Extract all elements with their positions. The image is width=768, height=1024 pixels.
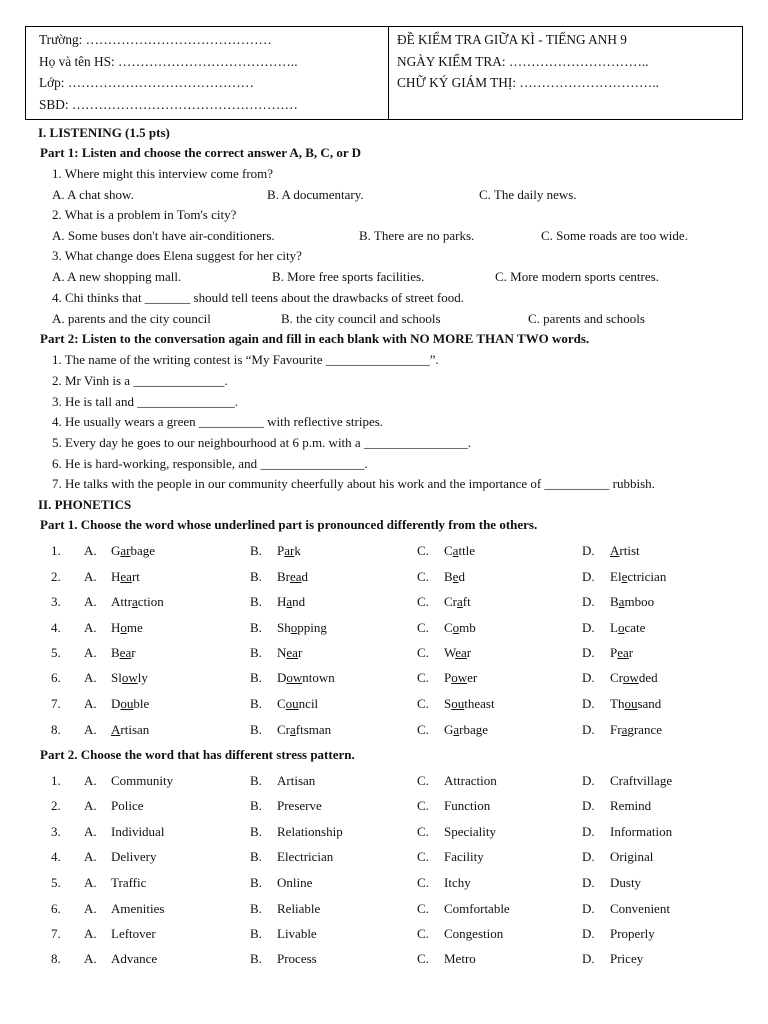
option-word: [111, 543, 155, 559]
row-number: 7.: [51, 696, 61, 711]
underlined-part: ar: [284, 543, 295, 558]
option-letter: D.: [582, 875, 595, 890]
underlined-part: ea: [617, 645, 629, 660]
student-info: [26, 27, 389, 119]
row-number: 4.: [51, 849, 61, 864]
option-word: Delivery: [111, 849, 157, 864]
word-part: r: [297, 645, 303, 660]
word-part: cate: [624, 620, 646, 635]
underlined-part: A: [610, 543, 620, 558]
underlined-part: o: [452, 620, 460, 635]
row-number: 1.: [51, 773, 61, 788]
option-word: [277, 696, 318, 712]
word-part: C: [277, 696, 286, 711]
option-word: Remind: [610, 798, 652, 813]
word-part: ded: [638, 670, 658, 685]
option-letter: C.: [417, 722, 429, 737]
underlined-part: a: [621, 722, 628, 737]
underlined-part: ou: [285, 696, 299, 711]
fill-blank-item: 6. He is hard-working, responsible, and ________________.: [52, 456, 368, 471]
option-word: [111, 620, 143, 636]
word-part: H: [277, 594, 287, 609]
word-part: H: [111, 569, 121, 584]
option-word: Attraction: [444, 773, 497, 788]
row-number: 8.: [51, 951, 61, 966]
option-letter: C.: [417, 620, 429, 635]
option-word: [277, 569, 308, 585]
class-line: Lớp: ……………………………………: [39, 75, 254, 90]
option-letter: B.: [250, 798, 262, 813]
option-word: Speciality: [444, 824, 496, 839]
option-letter: D.: [582, 773, 595, 788]
word-part: W: [444, 645, 456, 660]
option-letter: C.: [417, 696, 429, 711]
word-part: B: [444, 569, 453, 584]
option-letter: C.: [417, 773, 429, 788]
option-letter: C.: [417, 594, 429, 609]
row-number: 5.: [51, 645, 61, 660]
word-part: Cr: [444, 594, 457, 609]
option-letter: D.: [582, 824, 595, 839]
word-part: rbage: [459, 722, 489, 737]
row-number: 4.: [51, 620, 61, 635]
student-name-line: Họ và tên HS: …………………………………..: [39, 53, 298, 69]
word-part: r: [466, 645, 472, 660]
listening-question: 4. Chi thinks that _______ should tell teens about the drawbacks of street food.: [52, 290, 464, 305]
option-letter: A.: [84, 951, 97, 966]
option-word: [111, 670, 148, 686]
option-word: [111, 722, 149, 738]
option-word: [277, 620, 327, 636]
option-letter: D.: [582, 696, 595, 711]
option-letter: A.: [84, 670, 97, 685]
listening-question: 2. What is a problem in Tom's city?: [52, 207, 237, 222]
option-word: Properly: [610, 926, 655, 941]
word-part: mboo: [624, 594, 655, 609]
option-word: Artisan: [277, 773, 316, 788]
listening-question: 3. What change does Elena suggest for her city?: [52, 248, 302, 263]
word-part: ction: [137, 594, 164, 609]
option-letter: B.: [250, 594, 262, 609]
option-letter: D.: [582, 722, 595, 737]
fill-blank-item: 2. Mr Vinh is a ______________.: [52, 373, 228, 388]
exam-header: [25, 26, 743, 120]
word-part: d: [301, 569, 309, 584]
underlined-part: ea: [455, 645, 467, 660]
option-letter: B.: [250, 722, 262, 737]
option-letter: A.: [84, 824, 97, 839]
option-letter: B.: [250, 875, 262, 890]
option-word: Comfortable: [444, 901, 510, 916]
word-part: B: [610, 594, 619, 609]
option-letter: A.: [84, 543, 97, 558]
option-word: Individual: [111, 824, 165, 839]
option-word: [610, 594, 654, 610]
word-part: ft: [462, 594, 471, 609]
fill-blank-item: 7. He talks with the people in our community cheerfully about his work and the importance of __________ rubbish.: [52, 476, 655, 491]
word-part: D: [277, 670, 287, 685]
word-part: D: [111, 696, 121, 711]
option-word: Original: [610, 849, 654, 864]
word-part: L: [610, 620, 618, 635]
underlined-part: a: [453, 722, 460, 737]
answer-option: A. A new shopping mall.: [52, 269, 182, 284]
option-letter: B.: [250, 926, 262, 941]
word-part: P: [444, 670, 452, 685]
option-letter: A.: [84, 926, 97, 941]
invigilator-signature-line: CHỮ KÝ GIÁM THỊ: …………………………..: [397, 75, 659, 90]
listening-question: 1. Where might this interview come from?: [52, 166, 274, 181]
word-part: P: [277, 543, 285, 558]
word-part: k: [294, 543, 301, 558]
word-part: Attr: [111, 594, 132, 609]
underlined-part: a: [452, 543, 459, 558]
option-word: Craftvillage: [610, 773, 673, 788]
option-letter: D.: [582, 849, 595, 864]
option-letter: D.: [582, 926, 595, 941]
option-letter: D.: [582, 543, 595, 558]
underlined-part: a: [290, 722, 296, 737]
row-number: 7.: [51, 926, 61, 941]
underlined-part: o: [290, 620, 298, 635]
word-part: Cr: [610, 670, 623, 685]
answer-option: C. parents and schools: [528, 311, 645, 326]
option-word: [444, 594, 471, 610]
row-number: 8.: [51, 722, 61, 737]
word-part: Sh: [277, 620, 291, 635]
underlined-part: e: [452, 569, 459, 584]
row-number: 2.: [51, 798, 61, 813]
word-part: S: [444, 696, 452, 711]
answer-option: A. parents and the city council: [52, 311, 211, 326]
candidate-number-line: SBD: ……………………………………………: [39, 96, 298, 112]
word-part: G: [111, 543, 121, 558]
answer-option: B. More free sports facilities.: [272, 269, 425, 284]
word-part: grance: [627, 722, 662, 737]
underlined-part: e: [621, 569, 628, 584]
phonetics-part2-title: Part 2. Choose the word that has different stress pattern.: [40, 747, 355, 762]
option-letter: D.: [582, 569, 595, 584]
option-letter: D.: [582, 645, 595, 660]
word-part: G: [444, 722, 454, 737]
fill-blank-item: 3. He is tall and _______________.: [52, 394, 238, 409]
underlined-part: ow: [121, 670, 138, 685]
underlined-part: o: [617, 620, 625, 635]
option-word: Advance: [111, 951, 158, 966]
option-word: [111, 594, 164, 610]
word-part: rt: [131, 569, 140, 584]
answer-option: C. More modern sports centres.: [495, 269, 659, 284]
word-part: Sl: [111, 670, 122, 685]
word-part: C: [444, 543, 453, 558]
word-part: ctrician: [627, 569, 667, 584]
option-word: Leftover: [111, 926, 156, 941]
word-part: Br: [277, 569, 290, 584]
word-part: bage: [130, 543, 156, 558]
answer-option: B. the city council and schools: [281, 311, 441, 326]
word-part: er: [467, 670, 478, 685]
underlined-part: A: [111, 722, 121, 737]
word-part: ly: [137, 670, 148, 685]
option-word: Itchy: [444, 875, 471, 890]
exam-date-line: NGÀY KIỂM TRA: …………………………..: [397, 53, 649, 69]
row-number: 6.: [51, 670, 61, 685]
row-number: 3.: [51, 824, 61, 839]
option-letter: C.: [417, 849, 429, 864]
school-line: Trường: ……………………………………: [39, 32, 272, 47]
option-word: [444, 696, 495, 712]
option-letter: A.: [84, 722, 97, 737]
word-part: B: [111, 645, 120, 660]
option-word: Process: [277, 951, 317, 966]
exam-info: [389, 27, 742, 119]
option-letter: D.: [582, 670, 595, 685]
underlined-part: a: [286, 594, 293, 609]
option-word: Online: [277, 875, 313, 890]
option-word: [111, 569, 140, 585]
word-part: nd: [292, 594, 306, 609]
option-letter: B.: [250, 620, 262, 635]
word-part: rtist: [619, 543, 640, 558]
option-letter: B.: [250, 645, 262, 660]
phonetics-title: II. PHONETICS: [38, 497, 132, 512]
option-letter: C.: [417, 798, 429, 813]
option-word: [277, 722, 331, 738]
option-letter: C.: [417, 824, 429, 839]
word-part: ntown: [302, 670, 335, 685]
option-word: [277, 594, 305, 610]
option-word: [444, 645, 471, 661]
word-part: ftsman: [295, 722, 332, 737]
word-part: ble: [133, 696, 150, 711]
option-letter: D.: [582, 798, 595, 813]
word-part: ncil: [298, 696, 319, 711]
option-word: Police: [111, 798, 144, 813]
option-word: Amenities: [111, 901, 165, 916]
underlined-part: ou: [451, 696, 465, 711]
option-letter: B.: [250, 824, 262, 839]
option-word: Metro: [444, 951, 476, 966]
option-letter: A.: [84, 569, 97, 584]
option-letter: A.: [84, 901, 97, 916]
option-word: [610, 645, 633, 661]
answer-option: A. A chat show.: [52, 187, 134, 202]
option-word: [610, 543, 640, 559]
word-part: mb: [459, 620, 476, 635]
answer-option: B. A documentary.: [267, 187, 364, 202]
option-letter: C.: [417, 645, 429, 660]
word-part: r: [131, 645, 136, 660]
option-letter: D.: [582, 901, 595, 916]
option-letter: B.: [250, 773, 262, 788]
option-word: [610, 569, 666, 585]
option-letter: D.: [582, 951, 595, 966]
underlined-part: ea: [120, 569, 132, 584]
option-letter: C.: [417, 569, 429, 584]
option-letter: C.: [417, 875, 429, 890]
option-word: Electrician: [277, 849, 334, 864]
phonetics-part1-title: Part 1. Choose the word whose underlined part is pronounced differently from the others.: [40, 517, 538, 532]
option-letter: B.: [250, 901, 262, 916]
underlined-part: ea: [290, 569, 302, 584]
option-word: [277, 543, 301, 559]
option-word: [444, 722, 488, 738]
underlined-part: ea: [286, 645, 298, 660]
option-word: [444, 620, 476, 636]
option-word: Convenient: [610, 901, 670, 916]
option-word: Traffic: [111, 875, 147, 890]
option-letter: C.: [417, 543, 429, 558]
option-letter: C.: [417, 901, 429, 916]
option-letter: C.: [417, 670, 429, 685]
underlined-part: ou: [624, 696, 638, 711]
underlined-part: a: [131, 594, 138, 609]
option-word: [610, 620, 645, 636]
answer-option: C. Some roads are too wide.: [541, 228, 688, 243]
option-word: Information: [610, 824, 673, 839]
option-letter: A.: [84, 849, 97, 864]
listening-part1-title: Part 1: Listen and choose the correct answer A, B, C, or D: [40, 145, 361, 160]
underlined-part: a: [457, 594, 463, 609]
option-letter: D.: [582, 594, 595, 609]
word-part: r: [628, 645, 634, 660]
underlined-part: ea: [119, 645, 132, 660]
word-part: ttle: [458, 543, 476, 558]
option-word: [610, 670, 658, 686]
option-word: [277, 670, 335, 686]
option-word: [277, 645, 302, 661]
option-letter: A.: [84, 773, 97, 788]
fill-blank-item: 5. Every day he goes to our neighbourhood at 6 p.m. with a ________________.: [52, 435, 472, 450]
option-word: Livable: [277, 926, 317, 941]
word-part: P: [610, 645, 618, 660]
option-letter: B.: [250, 543, 262, 558]
option-word: [111, 645, 136, 661]
underlined-part: o: [120, 620, 127, 635]
option-letter: B.: [250, 849, 262, 864]
option-letter: D.: [582, 620, 595, 635]
option-letter: C.: [417, 926, 429, 941]
underlined-part: ow: [451, 670, 468, 685]
option-word: Community: [111, 773, 174, 788]
option-letter: B.: [250, 696, 262, 711]
option-letter: A.: [84, 645, 97, 660]
answer-option: A. Some buses don't have air-conditioners.: [52, 228, 275, 243]
option-letter: A.: [84, 594, 97, 609]
option-word: [444, 543, 475, 559]
option-letter: B.: [250, 670, 262, 685]
option-word: Dusty: [610, 875, 642, 890]
fill-blank-item: 1. The name of the writing contest is “My Favourite ________________”.: [52, 352, 439, 367]
word-part: H: [111, 620, 121, 635]
word-part: rtisan: [120, 722, 150, 737]
underlined-part: ar: [120, 543, 131, 558]
underlined-part: a: [618, 594, 625, 609]
answer-option: C. The daily news.: [479, 187, 577, 202]
option-letter: A.: [84, 620, 97, 635]
fill-blank-item: 4. He usually wears a green __________ with reflective stripes.: [52, 414, 384, 429]
word-part: me: [126, 620, 143, 635]
word-part: pping: [297, 620, 327, 635]
row-number: 3.: [51, 594, 61, 609]
option-letter: B.: [250, 951, 262, 966]
option-word: [610, 696, 661, 712]
option-letter: C.: [417, 951, 429, 966]
word-part: Th: [610, 696, 625, 711]
option-word: Function: [444, 798, 491, 813]
exam-title: ĐỀ KIỂM TRA GIỮA KÌ - TIẾNG ANH 9: [397, 32, 627, 47]
option-word: Pricey: [610, 951, 644, 966]
row-number: 2.: [51, 569, 61, 584]
option-word: Reliable: [277, 901, 321, 916]
option-word: [610, 722, 662, 738]
word-part: Cr: [277, 722, 290, 737]
option-word: Relationship: [277, 824, 343, 839]
option-word: [444, 670, 477, 686]
option-word: [444, 569, 465, 585]
underlined-part: ow: [286, 670, 303, 685]
word-part: d: [458, 569, 465, 584]
row-number: 5.: [51, 875, 61, 890]
word-part: C: [444, 620, 453, 635]
listening-title: I. LISTENING (1.5 pts): [38, 125, 170, 140]
option-letter: B.: [250, 569, 262, 584]
option-word: Congestion: [444, 926, 504, 941]
option-letter: A.: [84, 798, 97, 813]
word-part: Fr: [610, 722, 622, 737]
option-word: Preserve: [277, 798, 322, 813]
answer-option: B. There are no parks.: [359, 228, 475, 243]
row-number: 1.: [51, 543, 61, 558]
option-letter: A.: [84, 875, 97, 890]
word-part: N: [277, 645, 287, 660]
row-number: 6.: [51, 901, 61, 916]
word-part: El: [610, 569, 622, 584]
option-letter: A.: [84, 696, 97, 711]
underlined-part: ou: [120, 696, 134, 711]
word-part: sand: [637, 696, 662, 711]
option-word: [111, 696, 149, 712]
option-word: Facility: [444, 849, 484, 864]
word-part: theast: [464, 696, 495, 711]
underlined-part: ow: [623, 670, 639, 685]
listening-part2-title: Part 2: Listen to the conversation again and fill in each blank with NO MORE THAN TWO words.: [40, 331, 590, 346]
